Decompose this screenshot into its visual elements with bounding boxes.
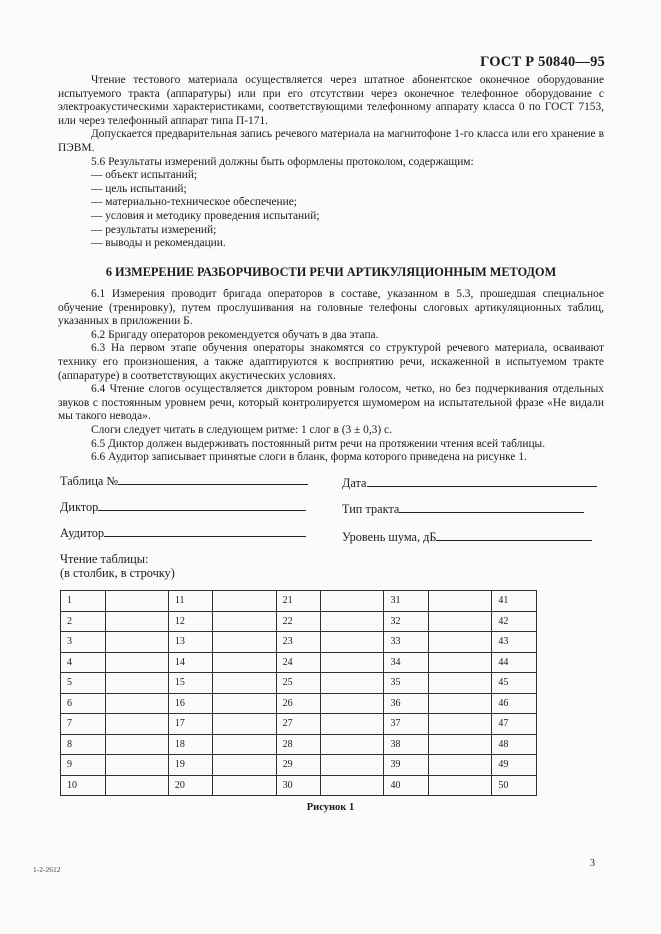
grid-number-cell: 2 [61,611,106,632]
grid-number-cell: 4 [61,652,106,673]
grid-row [61,775,537,796]
grid-answer-cell[interactable] [213,755,276,776]
grid-number-cell: 31 [384,591,429,612]
grid-answer-cell[interactable] [213,693,276,714]
grid-answer-cell[interactable] [213,714,276,735]
paragraph: 5.6 Результаты измерений должны быть оформлены протоколом, содержащим: [91,155,474,168]
grid-number-cell: 19 [168,755,213,776]
grid-number-cell: 41 [492,591,537,612]
table-number-label: Таблица № [60,474,119,488]
paragraph: 6.1 Измерения проводит бригада операторов в составе, указанном в 5.3, прошедшая специальное обучение (тренировку), путем прослушивания на головные телефоны слоговых артикуляционных таблиц, указанных в приложении Б. [58,288,604,328]
grid-number-cell: 11 [168,591,213,612]
grid-number-cell: 12 [168,611,213,632]
grid-answer-cell[interactable] [321,693,384,714]
grid-number-cell: 10 [61,775,106,796]
grid-answer-cell[interactable] [321,775,384,796]
grid-number-cell: 32 [384,611,429,632]
list-item: — объект испытаний; [91,169,198,182]
reading-mode [60,552,175,580]
grid-answer-cell[interactable] [321,734,384,755]
grid-answer-cell[interactable] [429,734,492,755]
grid-answer-cell[interactable] [105,632,168,653]
grid-answer-cell[interactable] [213,652,276,673]
grid-number-cell: 7 [61,714,106,735]
grid-row [61,652,537,673]
paragraph: Чтение тестового материала осуществляется через штатное абонентское оконечное оборудование испытуемого тракта (аппаратуры) или при его отсутствии через оконечное телефонное оборудование с электроакустическими характеристиками, соответствующими телефонному аппарату класса 0 по ГОСТ 7153, или через телефонный аппарат типа П-171. [58,74,604,127]
grid-answer-cell[interactable] [105,611,168,632]
noise-level-line[interactable] [436,540,592,541]
paragraph: 6.2 Бригаду операторов рекомендуется обучать в два этапа. [91,328,379,341]
path-type-field[interactable] [342,502,584,517]
grid-answer-cell[interactable] [429,775,492,796]
path-type-label: Тип тракта [342,502,400,516]
grid-number-cell: 23 [276,632,321,653]
grid-answer-cell[interactable] [321,632,384,653]
grid-answer-cell[interactable] [213,591,276,612]
paragraph: 6.5 Диктор должен выдерживать постоянный ритм речи на протяжении чтения всей таблицы. [91,437,546,450]
grid-row [61,632,537,653]
grid-number-cell: 35 [384,673,429,694]
reading-label: Чтение таблицы: [60,552,149,566]
grid-number-cell: 3 [61,632,106,653]
grid-answer-cell[interactable] [213,611,276,632]
print-code: 1-2-2612 [33,865,61,874]
grid-number-cell: 26 [276,693,321,714]
grid-number-cell: 16 [168,693,213,714]
grid-number-cell: 14 [168,652,213,673]
grid-answer-cell[interactable] [105,714,168,735]
grid-number-cell: 5 [61,673,106,694]
grid-answer-cell[interactable] [213,734,276,755]
paragraph: 6.6 Аудитор записывает принятые слоги в бланк, форма которого приведена на рисунке 1. [91,451,527,464]
grid-number-cell: 39 [384,755,429,776]
grid-row [61,755,537,776]
grid-number-cell: 21 [276,591,321,612]
grid-answer-cell[interactable] [429,755,492,776]
grid-row [61,591,537,612]
grid-row [61,611,537,632]
list-item: — результаты измерений; [91,223,217,236]
grid-answer-cell[interactable] [321,611,384,632]
grid-answer-cell[interactable] [213,775,276,796]
reading-mode-options: (в столбик, в строчку) [60,566,175,580]
grid-number-cell: 50 [492,775,537,796]
grid-answer-cell[interactable] [105,652,168,673]
grid-number-cell: 27 [276,714,321,735]
grid-number-cell: 1 [61,591,106,612]
grid-number-cell: 22 [276,611,321,632]
paragraph: Допускается предварительная запись речевого материала на магнитофоне 1-го класса или его хранение в ПЭВМ. [58,128,604,154]
grid-row [61,714,537,735]
grid-number-cell: 20 [168,775,213,796]
grid-answer-cell[interactable] [213,673,276,694]
grid-number-cell: 43 [492,632,537,653]
date-line[interactable] [367,486,597,487]
grid-number-cell: 44 [492,652,537,673]
grid-answer-cell[interactable] [321,591,384,612]
date-label: Дата [342,476,367,490]
list-item: — выводы и рекомендации. [91,237,226,250]
grid-number-cell: 42 [492,611,537,632]
grid-number-cell: 47 [492,714,537,735]
grid-answer-cell[interactable] [429,632,492,653]
grid-number-cell: 24 [276,652,321,673]
grid-number-cell: 46 [492,693,537,714]
path-type-line[interactable] [399,512,584,513]
grid-number-cell: 15 [168,673,213,694]
grid-number-cell: 6 [61,693,106,714]
grid-answer-cell[interactable] [321,755,384,776]
grid-number-cell: 45 [492,673,537,694]
document-header: ГОСТ Р 50840—95 [480,54,605,70]
auditor-field[interactable] [60,526,306,541]
answer-grid [60,590,537,796]
paragraph: 6.4 Чтение слогов осуществляется диктором ровным голосом, четко, но без подчеркивания отдельных звуков с постоянным уровнем речи, который контролируется шумомером на испытательной фразе «Не видали мы такого невода». [58,383,604,423]
grid-answer-cell[interactable] [429,652,492,673]
grid-answer-cell[interactable] [429,673,492,694]
grid-answer-cell[interactable] [105,755,168,776]
auditor-label: Аудитор [60,526,104,540]
grid-number-cell: 28 [276,734,321,755]
grid-number-cell: 30 [276,775,321,796]
grid-number-cell: 18 [168,734,213,755]
grid-answer-cell[interactable] [321,673,384,694]
grid-number-cell: 36 [384,693,429,714]
grid-answer-cell[interactable] [105,591,168,612]
grid-answer-cell[interactable] [429,611,492,632]
noise-level-label: Уровень шума, дБ [342,530,437,544]
paragraph: Слоги следует читать в следующем ритме: 1 слог в (3 ± 0,3) с. [91,423,392,436]
grid-answer-cell[interactable] [105,673,168,694]
date-field[interactable] [342,476,597,491]
grid-number-cell: 37 [384,714,429,735]
page-number: 3 [590,858,595,869]
grid-number-cell: 13 [168,632,213,653]
grid-answer-cell[interactable] [429,591,492,612]
section-text [58,288,604,465]
list-item: — цель испытаний; [91,182,187,195]
grid-row [61,693,537,714]
list-item: — материально-техническое обеспечение; [91,196,297,209]
section-heading: 6 ИЗМЕРЕНИЕ РАЗБОРЧИВОСТИ РЕЧИ АРТИКУЛЯЦИОННЫМ МЕТОДОМ [105,265,557,279]
auditor-line[interactable] [104,536,306,537]
grid-answer-cell[interactable] [213,632,276,653]
announcer-field[interactable] [60,500,306,515]
grid-answer-cell[interactable] [105,734,168,755]
paragraph: 6.3 На первом этапе обучения операторы знакомятся со структурой речевого материала, осваивают технику его произношения, а также адаптируются к восприятию речи, искаженной в испытуемом тракте (аппаратуре) в соответствующих акустических условиях. [58,342,604,382]
noise-level-field[interactable] [342,530,592,545]
list-item: — условия и методику проведения испытаний; [91,209,320,222]
grid-number-cell: 48 [492,734,537,755]
grid-row [61,734,537,755]
grid-answer-cell[interactable] [321,652,384,673]
grid-number-cell: 38 [384,734,429,755]
table-number-field[interactable] [60,474,308,489]
grid-answer-cell[interactable] [105,693,168,714]
table-number-line[interactable] [118,484,308,485]
grid-row [61,673,537,694]
grid-number-cell: 34 [384,652,429,673]
grid-number-cell: 9 [61,755,106,776]
grid-number-cell: 8 [61,734,106,755]
grid-number-cell: 25 [276,673,321,694]
grid-number-cell: 17 [168,714,213,735]
grid-number-cell: 40 [384,775,429,796]
grid-answer-cell[interactable] [429,693,492,714]
announcer-label: Диктор [60,500,99,514]
figure-caption: Рисунок 1 [306,802,355,813]
grid-number-cell: 33 [384,632,429,653]
grid-number-cell: 49 [492,755,537,776]
announcer-line[interactable] [98,510,306,511]
intro-text [58,74,604,251]
grid-answer-cell[interactable] [105,775,168,796]
grid-number-cell: 29 [276,755,321,776]
grid-answer-cell[interactable] [321,714,384,735]
grid-answer-cell[interactable] [429,714,492,735]
